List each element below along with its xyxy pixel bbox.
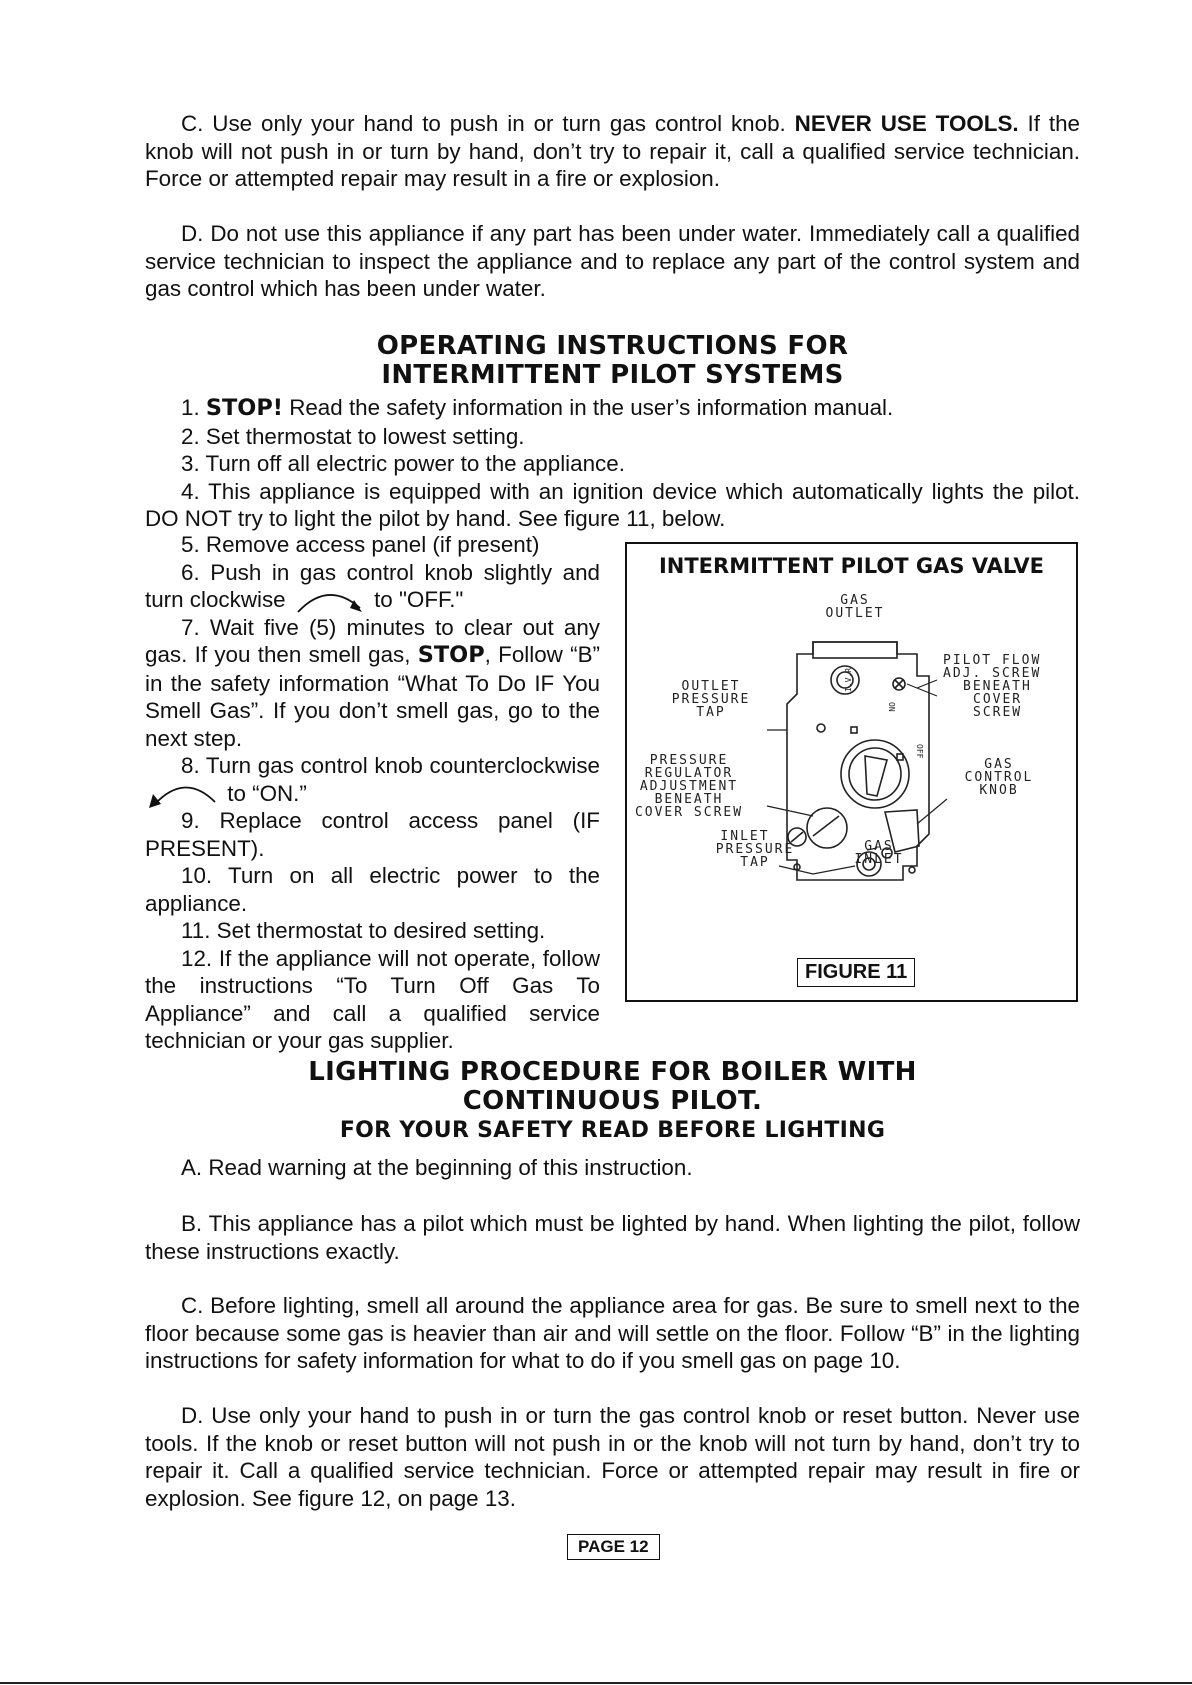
step-8-target: to “ON.” <box>227 780 307 806</box>
step-1-number: 1. <box>181 395 206 420</box>
lighting-subheading: FOR YOUR SAFETY READ BEFORE LIGHTING <box>339 1118 886 1143</box>
never-use-tools-text: NEVER USE TOOLS. <box>794 111 1019 136</box>
safety-d-text: D. Do not use this appliance if any part has been under water. Immediately call a qualified service technician to inspect the appliance and to replace any part of the control system and gas control which has been under water. <box>145 221 1080 301</box>
lighting-item-a <box>145 1154 1080 1182</box>
label-gas-control-knob-2: CONTROL <box>964 770 1034 785</box>
label-gas-control-knob-3: KNOB <box>979 783 1019 798</box>
label-gas-outlet-2: OUTLET <box>825 606 885 621</box>
step-4: 4. This appliance is equipped with an ignition device which automatically lights the pilot. DO NOT try to light the pilot by hand. See figure 11, below. <box>145 478 1080 531</box>
operating-steps-full <box>145 394 1080 533</box>
step-6-target: to "OFF." <box>374 587 464 612</box>
label-regulator-3: ADJUSTMENT <box>639 779 739 794</box>
label-regulator-4: BENEATH <box>654 792 724 807</box>
lighting-heading-line2: CONTINUOUS PILOT. <box>462 1086 763 1116</box>
operating-steps-column <box>145 531 600 1055</box>
label-outlet-pressure-2: PRESSURE <box>671 692 751 707</box>
label-pilot-flow-3: BENEATH <box>963 679 1032 694</box>
lighting-d-text: D. Use only your hand to push in or turn the gas control knob or reset button. Never use tools. If the knob or reset button will not push in or the knob will not turn by hand, don’t try to repair it. Call a qualified service technician. Force or attempted repair may result in fire or explosion. See figure 12, on page 13. <box>145 1403 1080 1511</box>
step-7-text: 7. Wait five (5) minutes to clear out any gas. If you then smell gas, <box>145 614 600 667</box>
label-inlet-pressure-3: TAP <box>740 855 770 870</box>
step-2: 2. Set thermostat to lowest setting. <box>181 423 525 449</box>
step-8-text: 8. Turn gas control knob counterclockwise <box>181 753 600 778</box>
stop-word: STOP! <box>205 395 283 421</box>
lighting-a-text: A. Read warning at the beginning of this instruction. <box>181 1155 693 1180</box>
figure-caption: FIGURE 11 <box>797 958 915 987</box>
counterclockwise-arrow-icon <box>145 784 221 806</box>
label-outlet-pressure-3: TAP <box>696 705 726 720</box>
label-pilot-flow-4: COVER <box>973 692 1023 707</box>
step-3: 3. Turn off all electric power to the appliance. <box>181 451 625 476</box>
stop-word-2: STOP <box>417 642 485 668</box>
bottom-rule <box>0 1682 1192 1684</box>
label-gas-control-knob: GAS <box>984 757 1014 772</box>
clockwise-arrow-icon <box>292 590 368 612</box>
lighting-c-text: C. Before lighting, smell all around the appliance area for gas. Be sure to smell next to the floor because some gas is heavier than air and will settle on the floor. Follow “B” in the lighting instructions for safety information for what to do if you smell gas on page 10. <box>145 1293 1080 1373</box>
label-pilot-flow: PILOT FLOW <box>943 653 1042 668</box>
step-7-continued: , Follow “B” in the safety information “What To Do IF You Smell Gas”. If you don’t smell gas, go to the next step. <box>145 642 600 751</box>
label-gas-inlet-2: INLET <box>854 852 904 867</box>
step-1 <box>145 394 1080 423</box>
label-regulator-2: REGULATOR <box>644 766 734 781</box>
label-pilot-flow-2: ADJ. SCREW <box>943 666 1042 681</box>
safety-item-d <box>145 220 1080 303</box>
step-6-text: 6. Push in gas control knob slightly and turn clockwise <box>145 559 600 612</box>
step-12: 12. If the appliance will not operate, follow the instructions “To Turn Off Gas To Appliance” and call a qualified service technician or your gas supplier. <box>145 945 600 1053</box>
step-6 <box>145 559 600 614</box>
label-regulator-5: COVER SCREW <box>634 805 744 820</box>
operating-heading-line2: INTERMITTENT PILOT SYSTEMS <box>381 360 844 390</box>
step-8 <box>145 752 600 807</box>
step-11: 11. Set thermostat to desired setting. <box>181 918 546 943</box>
step-1-text: Read the safety information in the user’s information manual. <box>282 395 894 420</box>
safety-c-text: C. Use only your hand to push in or turn gas control knob. <box>181 111 795 136</box>
safety-c-continued: If the knob will not push in or turn by hand, don’t try to repair it, call a qualified service technician. Force or attempted repair may result in a fire or explosion. <box>145 111 1080 191</box>
label-gas-outlet: GAS <box>840 593 870 608</box>
operating-heading-line1: OPERATING INSTRUCTIONS FOR <box>376 331 849 361</box>
label-regulator: PRESSURE <box>649 753 729 768</box>
safety-item-c <box>145 110 1080 193</box>
label-inlet-pressure: INLET <box>720 829 770 844</box>
ivr-mark: I.V.R <box>844 667 853 692</box>
label-outlet-pressure: OUTLET <box>681 679 741 694</box>
step-7 <box>145 614 600 753</box>
lighting-heading <box>145 1058 1080 1145</box>
step-10: 10. Turn on all electric power to the appliance. <box>145 863 600 916</box>
lighting-item-c <box>145 1292 1080 1375</box>
label-pilot-flow-5: SCREW <box>973 705 1023 720</box>
knob-off-mark: OFF <box>915 744 924 759</box>
label-gas-inlet: GAS <box>864 839 894 854</box>
lighting-b-text: B. This appliance has a pilot which must be lighted by hand. When lighting the pilot, follow these instructions exactly. <box>145 1211 1080 1264</box>
figure-11-box <box>625 542 1078 1002</box>
knob-on-mark: ON <box>887 702 896 712</box>
lighting-item-b <box>145 1210 1080 1265</box>
step-5: 5. Remove access panel (if present) <box>181 532 540 557</box>
page-number: PAGE 12 <box>567 1534 660 1560</box>
operating-heading <box>145 332 1080 390</box>
label-inlet-pressure-2: PRESSURE <box>715 842 795 857</box>
lighting-item-d <box>145 1402 1080 1512</box>
step-9: 9. Replace control access panel (IF PRESENT). <box>145 808 600 861</box>
gas-valve-diagram <box>627 584 1076 954</box>
lighting-heading-line1: LIGHTING PROCEDURE FOR BOILER WITH <box>308 1057 917 1087</box>
figure-title: INTERMITTENT PILOT GAS VALVE <box>658 554 1045 578</box>
